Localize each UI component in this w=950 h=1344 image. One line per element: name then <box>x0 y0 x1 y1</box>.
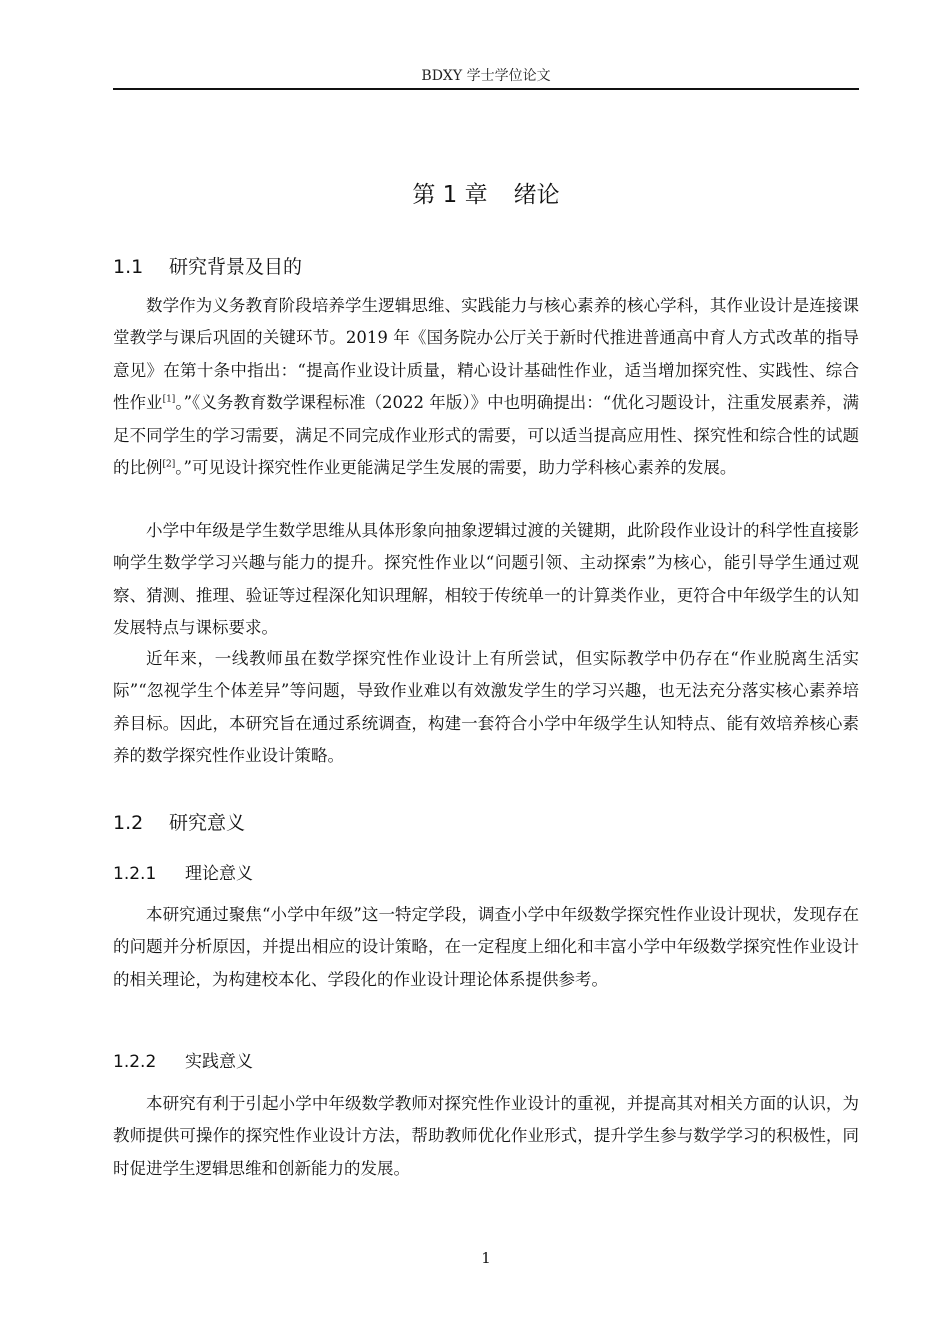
citation-ref: [2] <box>162 459 176 470</box>
chapter-name: 绪论 <box>513 182 560 208</box>
subsection-title: 理论意义 <box>185 864 253 884</box>
paragraph-text: 。”《义务教育数学课程标准（2022 年版）》中也明确提出：“优化习题设计，注重发展素养，满足不同学生的学习需要，满足不同完成作业形式的需要，可以适当提高应用性、探究性和综合性的试题的比例 <box>113 393 860 478</box>
subsection-number: 1.2.2 <box>113 1052 157 1072</box>
chapter-number: 第 1 章 <box>412 182 488 208</box>
section-title: 研究背景及目的 <box>169 256 303 278</box>
running-header: BDXY 学士学位论文 <box>421 68 551 84</box>
section-title: 研究意义 <box>169 812 246 834</box>
paragraph-theoretical: 本研究通过聚焦“小学中年级”这一特定学段，调查小学中年级数学探究性作业设计现状，发现存在的问题并分析原因，并提出相应的设计策略，在一定程度上细化和丰富小学中年级数学探究性作业设计的相关理论，为构建校本化、学段化的作业设计理论体系提供参考。 <box>113 905 859 989</box>
page-number: 1 <box>481 1249 491 1267</box>
section-heading-1-1 <box>113 252 302 282</box>
section-heading-1-2 <box>113 808 245 838</box>
section-number: 1.1 <box>113 256 144 278</box>
chapter-title <box>113 178 859 212</box>
paragraph-current-issues: 近年来，一线教师虽在数学探究性作业设计上有所尝试，但实际教学中仍存在“作业脱离生活实际”“忽视学生个体差异”等问题，导致作业难以有效激发学生的学习兴趣，也无法充分落实核心素养培养目标。因此，本研究旨在通过系统调查，构建一套符合小学中年级学生认知特点、能有效培养核心素养的数学探究性作业设计策略。 <box>113 649 859 766</box>
subsection-title: 实践意义 <box>185 1052 253 1072</box>
citation-ref: [1] <box>162 394 176 405</box>
subsection-heading-1-2-2 <box>113 1048 253 1076</box>
subsection-number: 1.2.1 <box>113 864 157 884</box>
paragraph-practical: 本研究有利于引起小学中年级数学教师对探究性作业设计的重视，并提高其对相关方面的认识，为教师提供可操作的探究性作业设计方法，帮助教师优化作业形式，提升学生参与数学学习的积极性，同时促进学生逻辑思维和创新能力的发展。 <box>113 1094 859 1178</box>
paragraph-middle-grades: 小学中年级是学生数学思维从具体形象向抽象逻辑过渡的关键期，此阶段作业设计的科学性直接影响学生数学学习兴趣与能力的提升。探究性作业以“问题引领、主动探索”为核心，能引导学生通过观察、猜测、推理、验证等过程深化知识理解，相较于传统单一的计算类作业，更符合中年级学生的认知发展特点与课标要求。 <box>113 521 859 638</box>
paragraph-text: 数学作为义务教育阶段培养学生逻辑思维、实践能力与核心素养的核心学科，其作业设计是连接课堂教学与课后巩固的关键环节。2019 年《国务院办公厅关于新时代推进普通高中育人方式改革的指导意见》在第十条中指出：“提高作业设计质量，精心设计基础性作业，适当增加探究性、实践性、综合性作业 <box>113 296 859 413</box>
paragraph-text: 。”可见设计探究性作业更能满足学生发展的需要，助力学科核心素养的发展。 <box>175 458 737 478</box>
paragraph-background <box>113 290 859 484</box>
subsection-heading-1-2-1 <box>113 860 253 888</box>
header-rule <box>113 88 859 90</box>
section-number: 1.2 <box>113 812 144 834</box>
